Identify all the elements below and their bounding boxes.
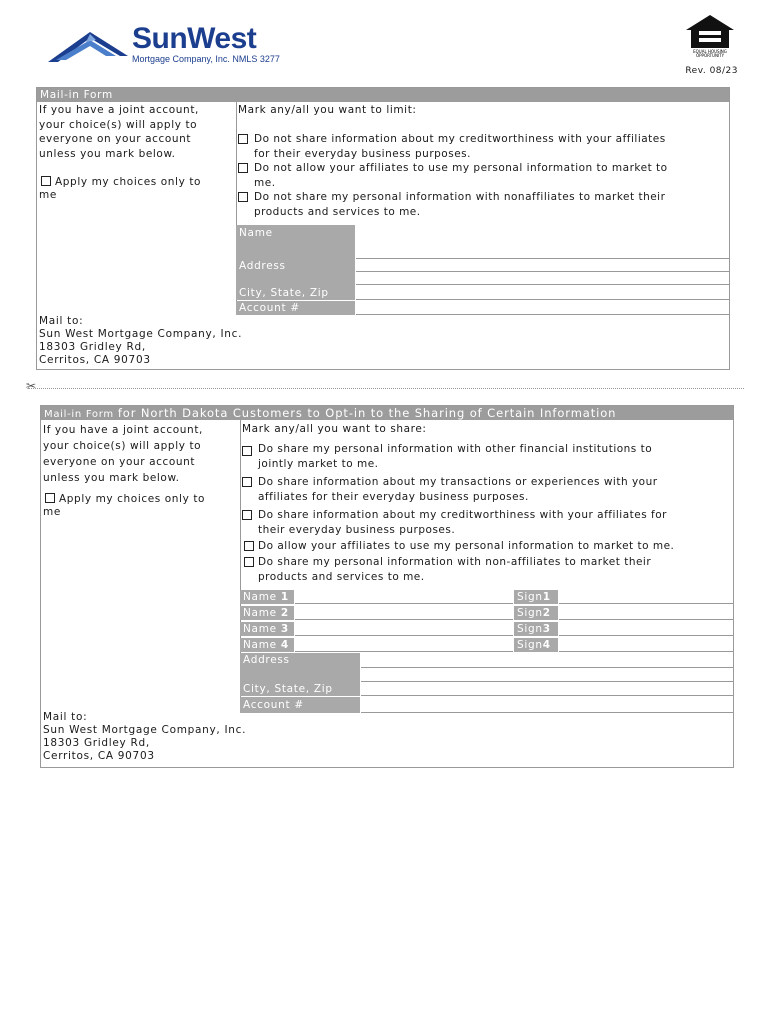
form2-joint-text: If you have a joint account, your choice(s) will apply to everyone on your account unless you mark below. [43, 424, 203, 484]
form1-city-field[interactable] [356, 286, 729, 300]
form1-limit-heading: Mark any/all you want to limit: [238, 104, 417, 116]
form1-address-label: Address [236, 259, 355, 299]
form2-option-4[interactable]: Do allow your affiliates to use my personal information to market to me. [244, 539, 674, 554]
equal-housing-logo [684, 14, 736, 58]
form2-name-3-field[interactable] [295, 622, 513, 636]
form2-option-1[interactable]: Do share my personal information with other financial institutions to jointly market to me. [242, 442, 652, 471]
form2-apply-checkbox[interactable] [45, 493, 55, 503]
form2-option-2-checkbox[interactable] [242, 477, 252, 487]
revision-label: Rev. 08/23 [685, 66, 738, 76]
form2-sign-2-label: Sign2 [514, 606, 558, 620]
scissors-icon: ✂ [26, 379, 37, 393]
form2-account-field[interactable] [361, 697, 733, 713]
form1-apply-choice-cont: me [39, 189, 57, 201]
form2-name-4-label: Name 4 [240, 638, 294, 652]
form1-mail-to: Mail to: Sun West Mortgage Company, Inc. 18303 Gridley Rd, Cerritos, CA 90703 [39, 315, 243, 366]
form1-option-2[interactable]: Do not allow your affiliates to use my personal information to market to me. [238, 161, 668, 190]
sunwest-logo [46, 22, 326, 68]
form2-mail-to: Mail to: Sun West Mortgage Company, Inc. 18303 Gridley Rd, Cerritos, CA 90703 [43, 711, 247, 762]
form1-account-label: Account # [236, 301, 355, 315]
form1-option-3-checkbox[interactable] [238, 192, 248, 202]
logo-name: SunWest [132, 22, 257, 55]
form2-apply-choice-cont: me [43, 506, 61, 518]
form2-sign-1-field[interactable] [559, 590, 733, 604]
form2-address-field-1[interactable] [361, 653, 733, 668]
form1-address-field-1[interactable] [356, 259, 729, 272]
form2-sign-2-field[interactable] [559, 606, 733, 620]
form1-option-1-checkbox[interactable] [238, 134, 248, 144]
form2-name-2-label: Name 2 [240, 606, 294, 620]
form2-option-5-checkbox[interactable] [244, 557, 254, 567]
form2-name-1-label: Name 1 [240, 590, 294, 604]
form1-joint-text: If you have a joint account, your choice(s) will apply to everyone on your account unless you mark below. [39, 104, 199, 160]
form2-option-4-checkbox[interactable] [244, 541, 254, 551]
form1-option-3[interactable]: Do not share my personal information with nonaffiliates to market their products and services to me. [238, 190, 665, 219]
equal-housing-icon [684, 14, 736, 50]
form2-address-field-2[interactable] [361, 668, 733, 682]
logo-subtitle: Mortgage Company, Inc. NMLS 3277 [132, 54, 280, 64]
form2-sign-1-label: Sign1 [514, 590, 558, 604]
form2-option-3[interactable]: Do share information about my creditworthiness with your affiliates for their everyday business purposes. [242, 508, 667, 537]
form2-account-label: Account # [240, 697, 360, 713]
form1-account-field[interactable] [356, 301, 729, 315]
form2-share-heading: Mark any/all you want to share: [242, 423, 427, 435]
form2-sign-3-field[interactable] [559, 622, 733, 636]
form2-sign-3-label: Sign3 [514, 622, 558, 636]
form2-apply-choice[interactable]: Apply my choices only to [45, 492, 205, 507]
form2-name-2-field[interactable] [295, 606, 513, 620]
form2-option-2[interactable]: Do share information about my transactions or experiences with your affiliates for their everyday business purposes. [242, 475, 658, 504]
form2-address-label: Address [240, 653, 360, 695]
form2-option-5[interactable]: Do share my personal information with non-affiliates to market their products and services to me. [244, 555, 651, 584]
form2-sign-4-field[interactable] [559, 638, 733, 652]
form1-apply-checkbox[interactable] [41, 176, 51, 186]
mail-in-form-limit [36, 87, 730, 370]
form2-title: Mail-in Form for North Dakota Customers to Opt-in to the Sharing of Certain Information [41, 406, 733, 420]
mail-in-form-opt-in [40, 405, 734, 768]
form2-name-4-field[interactable] [295, 638, 513, 652]
form2-name-3-label: Name 3 [240, 622, 294, 636]
equal-housing-caption: EQUAL HOUSING OPPORTUNITY [693, 49, 727, 58]
cut-line [28, 388, 744, 389]
form1-apply-choice[interactable]: Apply my choices only to [41, 175, 201, 190]
form2-name-1-field[interactable] [295, 590, 513, 604]
form2-sign-4-label: Sign4 [514, 638, 558, 652]
form1-city-label: City, State, Zip [236, 286, 355, 300]
form1-name-field[interactable] [356, 225, 729, 259]
form2-option-3-checkbox[interactable] [242, 510, 252, 520]
roof-icon [46, 26, 130, 66]
form1-name-label: Name [236, 225, 355, 259]
form1-option-1[interactable]: Do not share information about my creditworthiness with your affiliates for their everyday business purposes. [238, 132, 666, 161]
form2-option-1-checkbox[interactable] [242, 446, 252, 456]
form1-title: Mail-in Form [37, 88, 729, 102]
form2-city-field[interactable] [361, 682, 733, 696]
form1-address-field-2[interactable] [356, 272, 729, 285]
form1-option-2-checkbox[interactable] [238, 163, 248, 173]
form2-city-label: City, State, Zip [240, 682, 360, 696]
